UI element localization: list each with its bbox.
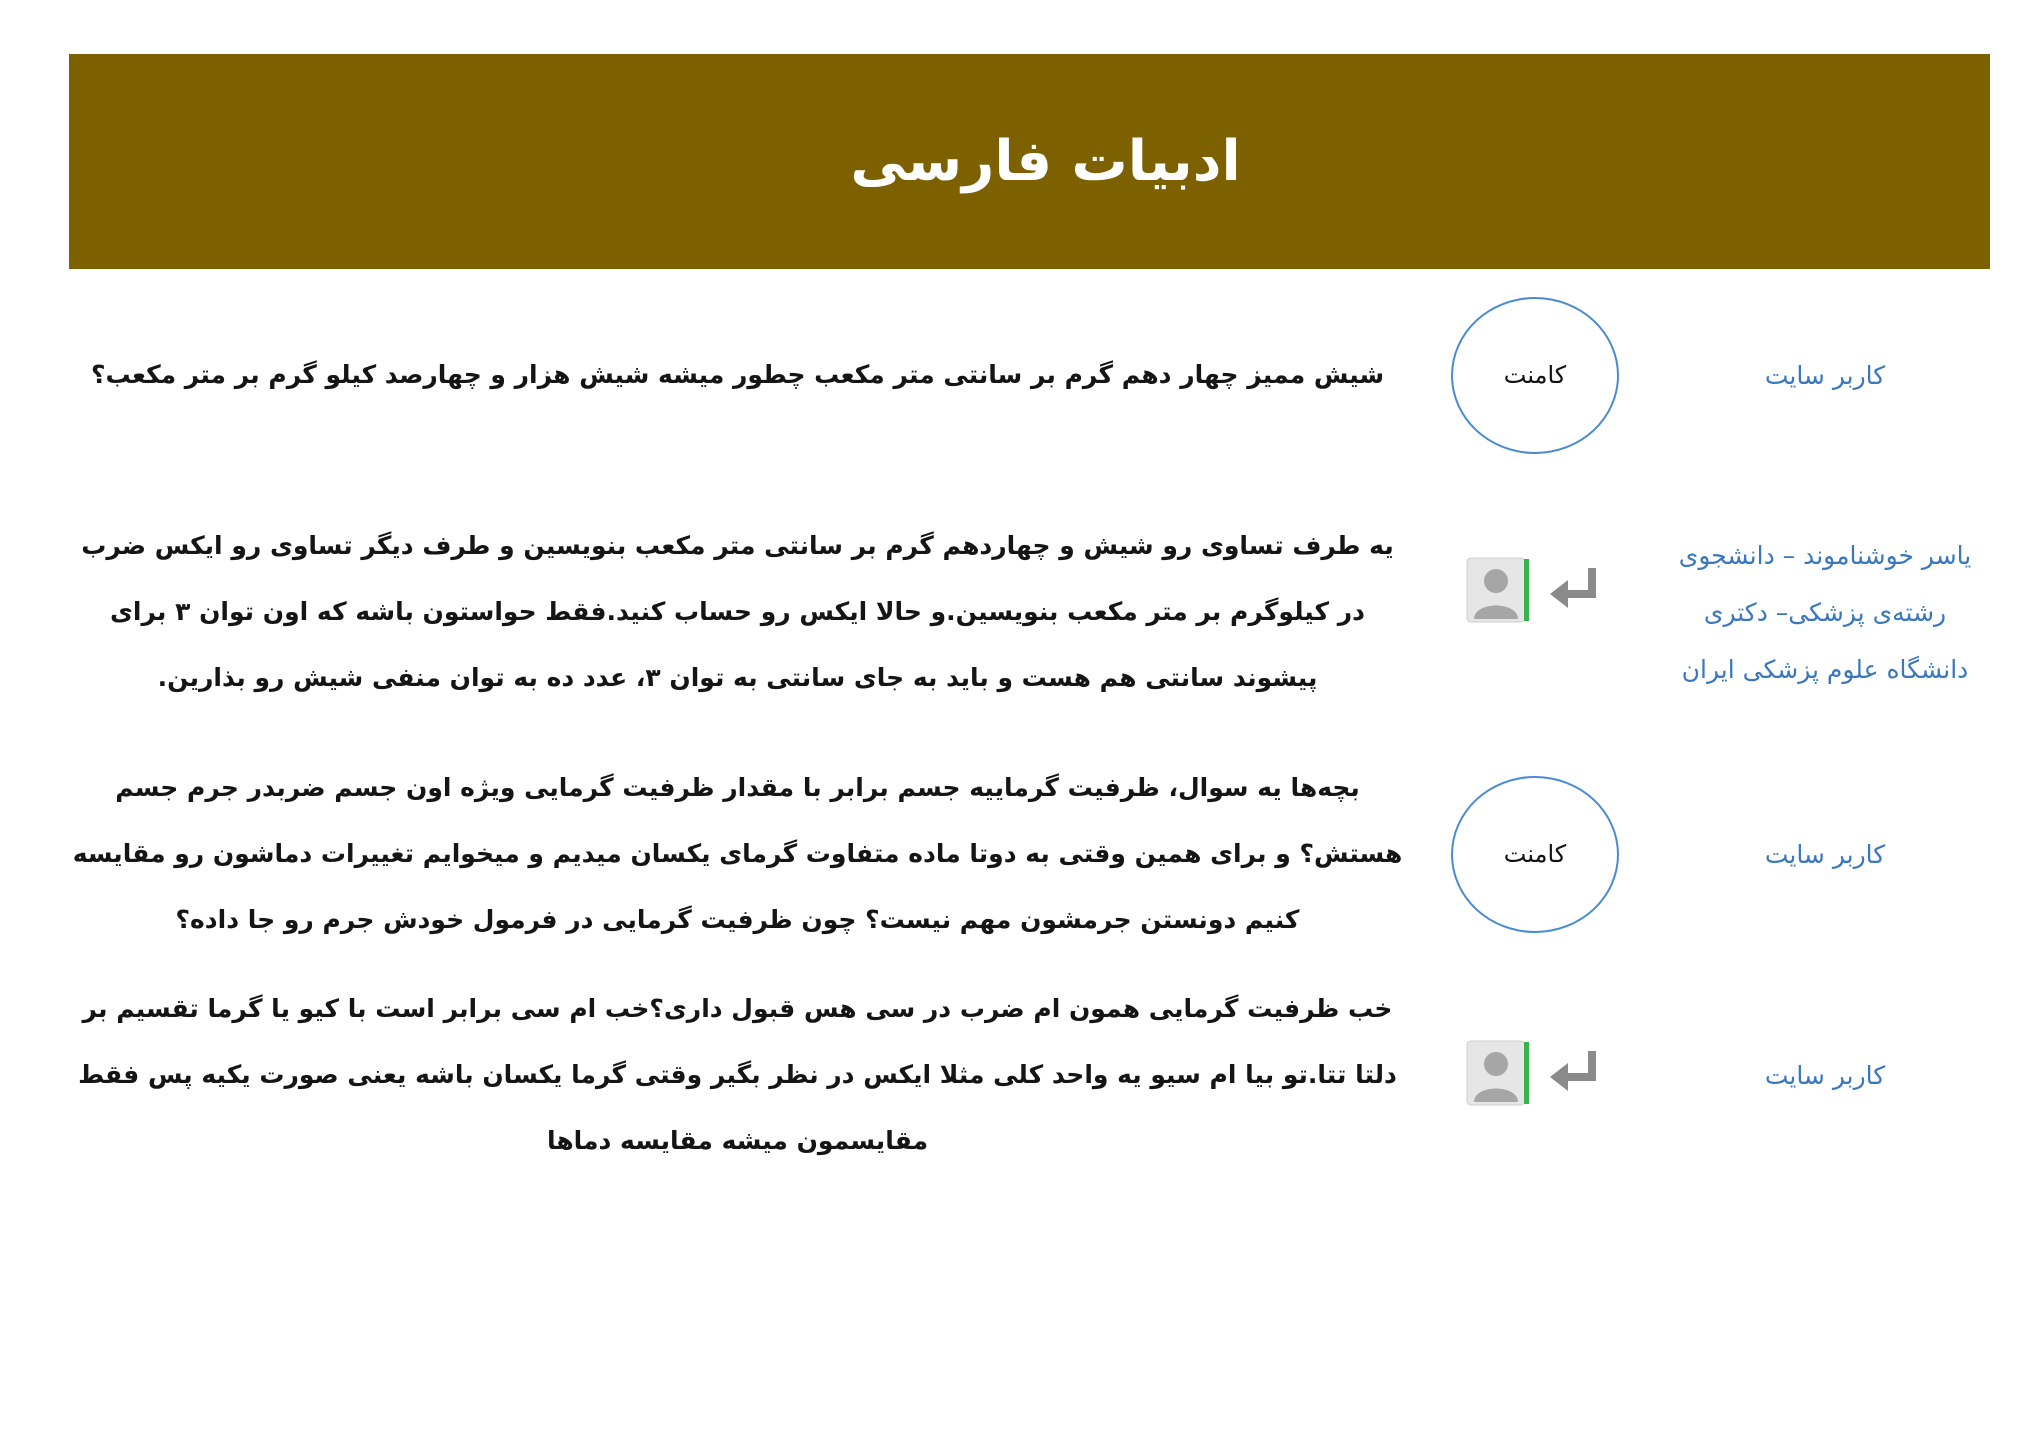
entry-action bbox=[1445, 975, 1625, 1175]
user-avatar-icon bbox=[1466, 1040, 1532, 1106]
entry-row bbox=[0, 295, 2024, 455]
reply-indicator bbox=[1466, 557, 1604, 627]
entry-text: بچه‌ها یه سوال، ظرفیت گرماییه جسم برابر با مقدار ظرفیت گرمایی ویژه اون جسم ضربدر جرم جسم هستش؟ و برای همین وقتی به دوتا ماده متفاوت گرمای یکسان میدیم و میخوایم تغییرات دماشون رو مقایسه کنیم دونستن جرمشون مهم نیست؟ چون ظرفیت گرمایی در فرمول خودش جرم رو جا داده؟ bbox=[72, 773, 1403, 934]
comment-button[interactable]: کامنت bbox=[1451, 776, 1619, 933]
reply-indicator bbox=[1466, 1040, 1604, 1110]
entry-user-name[interactable]: یاسر خوشناموند – دانشجوی رشته‌ی پزشکی– دکتری دانشگاه علوم پزشکی ایران bbox=[1678, 540, 1972, 684]
avatar[interactable] bbox=[1466, 1040, 1532, 1110]
page-title: ادبیات فارسی bbox=[850, 129, 1241, 194]
entry-action bbox=[1445, 512, 1625, 672]
user-avatar-icon bbox=[1466, 557, 1532, 623]
entry-text: خب ظرفیت گرمایی همون ام ضرب در سی هس قبول داری؟خب ام سی برابر است با کیو یا گرما تقسیم بر دلتا تتا.تو بیا ام سیو یه واحد کلی مثلا ایکس در نظر بگیر وقتی گرما یکسان باشه یعنی صورت یکیه پس فقط مقایسمون میشه مقایسه دماها bbox=[78, 994, 1397, 1155]
comment-button[interactable]: کامنت bbox=[1451, 297, 1619, 454]
entry-text: یه طرف تساوی رو شیش و چهاردهم گرم بر سانتی متر مکعب بنویسین و طرف دیگر تساوی رو ایکس ضرب در کیلوگرم بر متر مکعب بنویسین.و حالا ایکس رو حساب کنید.فقط حواستون باشه که اون توان ۳ برای پیشوند سانتی هم هست و باید به جای سانتی به توان ۳، عدد ده به توان منفی شیش رو بذارین. bbox=[81, 531, 1394, 692]
reply-arrow-icon bbox=[1546, 1047, 1604, 1103]
entry-user-name[interactable]: کاربر سایت bbox=[1764, 839, 1886, 869]
page-header bbox=[69, 54, 1990, 269]
entry-row bbox=[0, 754, 2024, 954]
entry-user-name[interactable]: کاربر سایت bbox=[1764, 1060, 1886, 1090]
entry-text: شیش ممیز چهار دهم گرم بر سانتی متر مکعب چطور میشه شیش هزار و چهارصد کیلو گرم بر متر مکعب؟ bbox=[90, 360, 1385, 389]
entry-row bbox=[0, 512, 2024, 712]
reply-arrow-icon bbox=[1546, 564, 1604, 620]
entry-user-name[interactable]: کاربر سایت bbox=[1764, 360, 1886, 390]
entry-row bbox=[0, 975, 2024, 1175]
entry-action bbox=[1445, 754, 1625, 954]
entry-action bbox=[1445, 295, 1625, 455]
avatar[interactable] bbox=[1466, 557, 1532, 627]
